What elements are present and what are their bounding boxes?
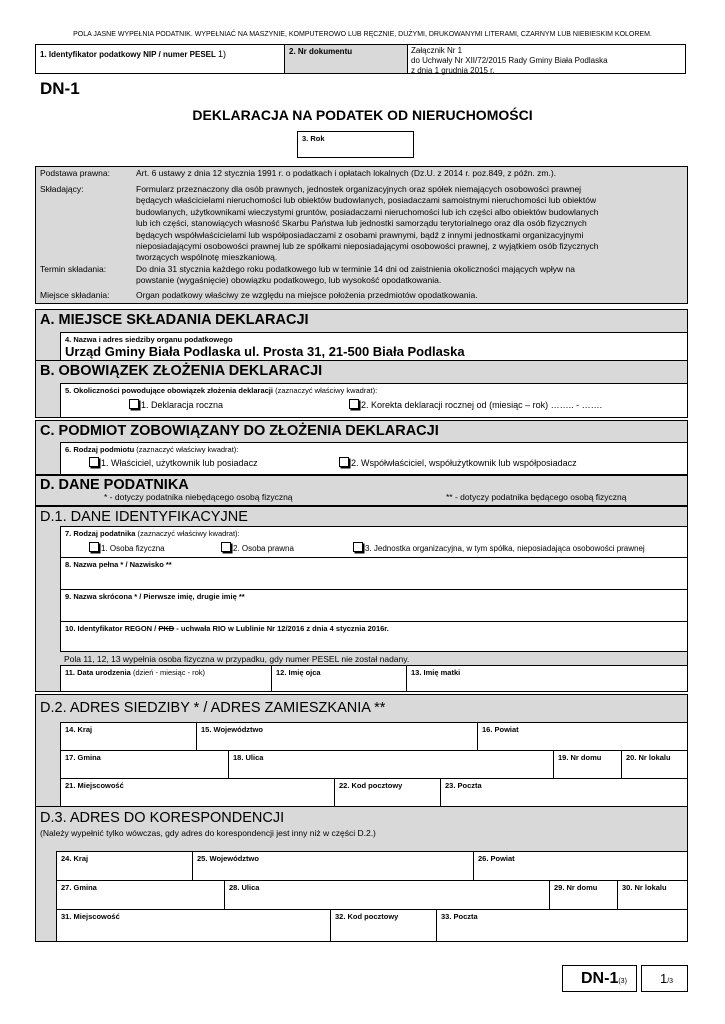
section-c-title: C. PODMIOT ZOBOWIĄZANY DO ZŁOŻENIA DEKLARACJI	[40, 423, 439, 439]
taxpayer-type-field: 7. Rodzaj podatnika (zaznaczyć właściwy kwadrat): 1. Osoba fizyczna 2. Osoba prawna 3. Jednostka organizacyjna, w tym spółka, nieposiadająca osobowości prawnej	[60, 526, 688, 558]
commune-field[interactable]: 17. Gmina	[60, 750, 229, 779]
section-d3-title: D.3. ADRES DO KORESPONDENCJI	[40, 810, 285, 826]
corr-postal-code-field[interactable]: 32. Kod pocztowy	[330, 909, 437, 942]
termin-text: Do dnia 31 stycznia każdego roku podatkowego lub w terminie 14 dni od zaistnienia okoliczności mających wpływ na powstanie (wygaśnięcie) obowiązku podatkowego, lub wysokość opodatkowania.	[136, 264, 575, 286]
form-title: DEKLARACJA NA PODATEK OD NIERUCHOMOŚCI	[192, 107, 533, 123]
father-name-field[interactable]: 12. Imię ojca	[271, 665, 407, 692]
checkbox-legal-person[interactable]	[221, 542, 231, 552]
podstawa-text: Art. 6 ustawy z dnia 12 stycznia 1991 r. o podatkach i opłatach lokalnych (Dz.U. z 2014 r. poz.849, z późn. zm.).	[136, 168, 557, 178]
section-a-title: A. MIEJSCE SKŁADANIA DEKLARACJI	[40, 312, 309, 328]
section-d3-note: (Należy wypełnić tylko wówczas, gdy adres do korespondencji jest inny niż w części D.2.)	[40, 828, 376, 838]
section-a	[35, 309, 688, 361]
regon-field[interactable]: 10. Identyfikator REGON / PKD - uchwała RIO w Lublinie Nr 12/2016 z dnia 4 stycznia 2016r.	[60, 621, 688, 652]
declaration-reason-field: 5. Okoliczności powodujące obowiązek złożenia deklaracji (zaznaczyć właściwy kwadrat): 1. Deklaracja roczna 2. Korekta deklaracji rocznej od (miesiąc – rok) …….. - …….	[60, 383, 688, 418]
birth-date-field[interactable]: 11. Data urodzenia (dzień - miesiąc - rok)	[60, 665, 272, 692]
option-legal-person[interactable]: 2. Osoba prawna	[221, 542, 294, 553]
city-field[interactable]: 21. Miejscowość	[60, 778, 335, 810]
info-block	[35, 166, 688, 304]
section-d2-title: D.2. ADRES SIEDZIBY * / ADRES ZAMIESZKANIA **	[40, 700, 386, 716]
tax-office-field[interactable]: 4. Nazwa i adres siedziby organu podatkowego Urząd Gminy Biała Podlaska ul. Prosta 31, 21-500 Biała Podlaska	[60, 332, 688, 361]
section-c	[35, 420, 688, 475]
section-b-title: B. OBOWIĄZEK ZŁOŻENIA DEKLARACJI	[40, 363, 323, 379]
short-name-field[interactable]: 9. Nazwa skrócona * / Pierwsze imię, drugie imię **	[60, 589, 688, 622]
skladajacy-label: Składający:	[40, 184, 84, 194]
corr-province-field[interactable]: 25. Województwo	[192, 851, 474, 881]
miejsce-text: Organ podatkowy właściwy ze względu na miejsce położenia przedmiotów opodatkowania.	[136, 290, 478, 300]
corr-post-office-field[interactable]: 33. Poczta	[436, 909, 688, 942]
skladajacy-text: Formularz przeznaczony dla osób prawnych, jednostek organizacyjnych oraz spółek niemających osobowości prawnej będących właścicielami nieruchomości lub obiektów budowlanych, posiadaczami samoistnymi nieruchomości lub obiektów budowlanych, użytkownikami wieczystymi gruntów, posiadaczami nieruchomości lub ich części albo obiektów budowlanych lub ich części, stanowiących własność Skarbu Państwa lub jednostki samorządu terytorialnego oraz dla osób fizycznych będących współwłaścicielami lub współposiadaczami z osobami prawnymi, bądź z innymi jednostkami organizacyjnymi nieposiadającymi osobowości prawnej lub ze spółkami nieposiadającymi osobowości prawnej, z wyjątkiem osób fizycznych tworzących wspólnotę mieszkaniową.	[136, 184, 599, 263]
section-d-title: D. DANE PODATNIKA	[40, 477, 189, 493]
corr-country-field[interactable]: 24. Kraj	[56, 851, 193, 881]
corr-district-field[interactable]: 26. Powiat	[473, 851, 688, 881]
option-co-owner[interactable]: 2. Współwłaściciel, współużytkownik lub współposiadacz	[339, 457, 577, 468]
footer-code: DN-1(3)	[562, 965, 637, 992]
checkbox-correction[interactable]	[349, 399, 359, 409]
top-note: POLA JASNE WYPEŁNIA PODATNIK. WYPEŁNIAĆ NA MASZYNIE, KOMPUTEROWO LUB RĘCZNIE, DUŻYMI, DRUKOWANYMI LITERAMI, CZARNYM LUB NIEBIESKIM KOLOREM.	[73, 31, 652, 38]
section-d1	[35, 506, 688, 692]
option-organization[interactable]: 3. Jednostka organizacyjna, w tym spółka, nieposiadająca osobowości prawnej	[353, 542, 645, 553]
checkbox-co-owner[interactable]	[339, 457, 349, 467]
apartment-number-field[interactable]: 20. Nr lokalu	[621, 750, 688, 779]
nip-pesel-field[interactable]: 1. Identyfikator podatkowy NIP / numer PESEL 1)	[35, 44, 285, 74]
province-field[interactable]: 15. Województwo	[196, 722, 478, 751]
corr-apartment-number-field[interactable]: 30. Nr lokalu	[617, 880, 688, 910]
corr-street-field[interactable]: 28. Ulica	[224, 880, 550, 910]
tax-office-value: Urząd Gminy Biała Podlaska ul. Prosta 31, 21-500 Biała Podlaska	[65, 344, 465, 359]
checkbox-annual[interactable]	[129, 399, 139, 409]
corr-house-number-field[interactable]: 29. Nr domu	[549, 880, 618, 910]
checkbox-organization[interactable]	[353, 542, 363, 552]
corr-city-field[interactable]: 31. Miejscowość	[56, 909, 331, 942]
year-field[interactable]: 3. Rok	[297, 131, 414, 158]
entity-type-field: 6. Rodzaj podmiotu (zaznaczyć właściwy kwadrat): 1. Właściciel, użytkownik lub posiadacz 2. Współwłaściciel, współużytkownik lub współposiadacz	[60, 442, 688, 475]
section-d-note1: * - dotyczy podatnika niebędącego osobą fizyczną	[104, 492, 293, 502]
footer-page: 1/3	[641, 965, 688, 992]
attachment-note: Załącznik Nr 1 do Uchwały Nr XII/72/2015 Rady Gminy Biała Podlaska z dnia 1 grudnia 2015 r.	[407, 44, 686, 74]
checkbox-natural-person[interactable]	[89, 542, 99, 552]
option-natural-person[interactable]: 1. Osoba fizyczna	[89, 542, 165, 553]
document-number-field[interactable]: 2. Nr dokumentu	[284, 44, 408, 74]
post-office-field[interactable]: 23. Poczta	[440, 778, 688, 810]
section-b	[35, 360, 688, 418]
district-field[interactable]: 16. Powiat	[477, 722, 688, 751]
checkbox-owner[interactable]	[89, 457, 99, 467]
section-d	[35, 475, 688, 506]
section-d-note2: ** - dotyczy podatnika będącego osobą fizyczną	[446, 492, 627, 502]
postal-code-field[interactable]: 22. Kod pocztowy	[334, 778, 441, 810]
pola-note: Pola 11, 12, 13 wypełnia osoba fizyczna w przypadku, gdy numer PESEL nie został nadany.	[64, 654, 410, 664]
country-field[interactable]: 14. Kraj	[60, 722, 197, 751]
house-number-field[interactable]: 19. Nr domu	[553, 750, 622, 779]
miejsce-label: Miejsce składania:	[40, 290, 110, 300]
street-field[interactable]: 18. Ulica	[228, 750, 554, 779]
termin-label: Termin składania:	[40, 264, 107, 274]
corr-commune-field[interactable]: 27. Gmina	[56, 880, 225, 910]
form-code: DN-1	[40, 79, 80, 98]
section-d1-title: D.1. DANE IDENTYFIKACYJNE	[40, 509, 248, 525]
section-d2	[35, 694, 688, 810]
mother-name-field[interactable]: 13. Imię matki	[406, 665, 688, 692]
full-name-field[interactable]: 8. Nazwa pełna * / Nazwisko **	[60, 557, 688, 590]
option-correction[interactable]: 2. Korekta deklaracji rocznej od (miesiąc – rok) …….. - …….	[349, 399, 602, 410]
podstawa-label: Podstawa prawna:	[40, 168, 110, 178]
option-annual[interactable]: 1. Deklaracja roczna	[129, 399, 223, 410]
option-owner[interactable]: 1. Właściciel, użytkownik lub posiadacz	[89, 457, 258, 468]
section-d3	[35, 806, 688, 942]
